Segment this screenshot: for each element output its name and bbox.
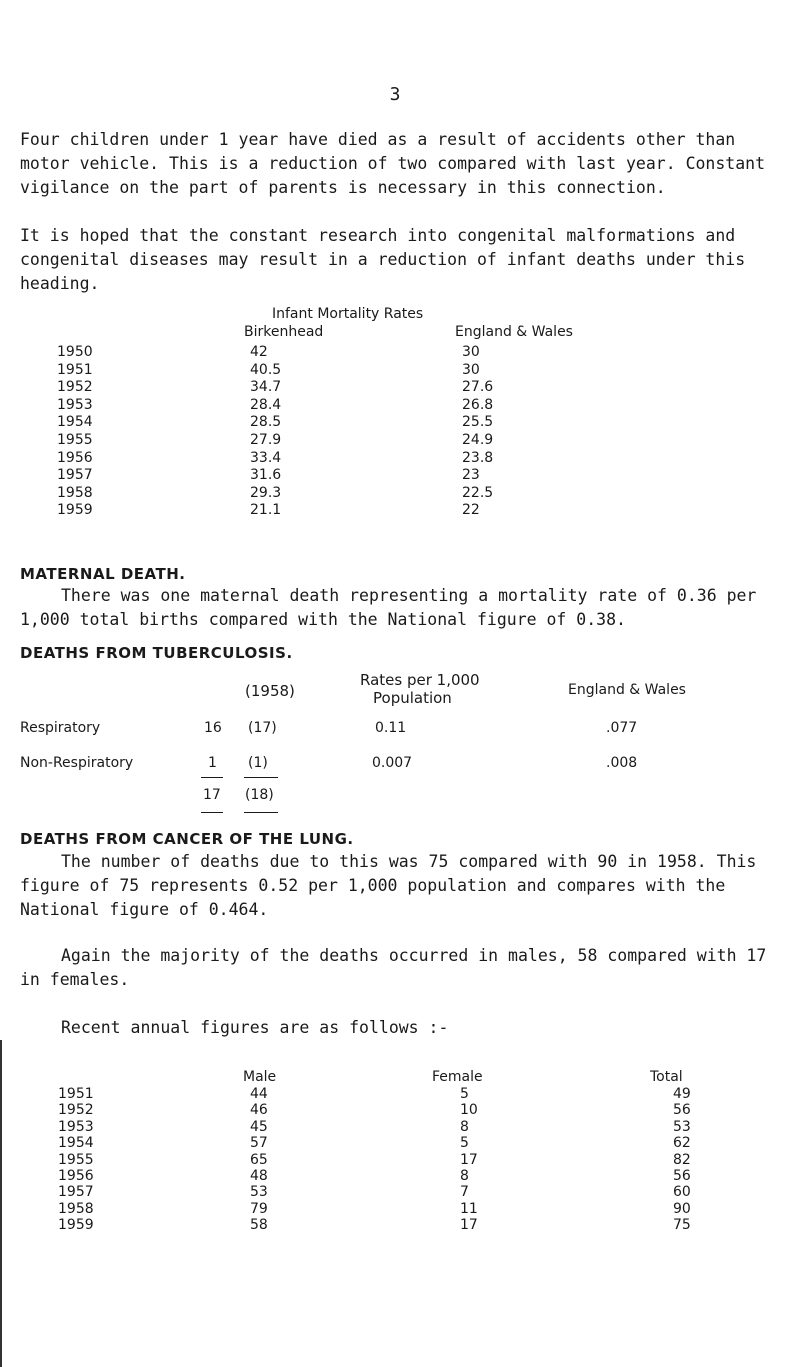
tb-row-count: 1 bbox=[208, 755, 217, 771]
tb-col-england: England & Wales bbox=[568, 682, 686, 698]
maternal-heading: MATERNAL DEATH. bbox=[20, 565, 186, 583]
cancer-row-male: 79 bbox=[250, 1200, 268, 1217]
cancer-row-year: 1956 bbox=[58, 1168, 94, 1184]
cancer-row-year: 1952 bbox=[58, 1102, 94, 1119]
tb-row-label: Respiratory bbox=[20, 720, 101, 736]
infant-row-england: 27.6 bbox=[462, 379, 494, 396]
cancer-recent-paragraph: Recent annual figures are as follows :- bbox=[61, 1018, 449, 1037]
infant-row-england: 22 bbox=[462, 502, 480, 519]
infant-row-birkenhead: 27.9 bbox=[250, 432, 282, 448]
cancer-row-year: 1955 bbox=[58, 1151, 94, 1168]
tb-row-label: Non-Respiratory bbox=[20, 755, 134, 771]
cancer-majority-paragraph: Again the majority of the deaths occurred in males, 58 compared with 17 in females. bbox=[20, 946, 767, 989]
cancer-row-male: 44 bbox=[250, 1086, 268, 1102]
cancer-row-male: 58 bbox=[250, 1217, 268, 1234]
cancer-row-total: 56 bbox=[673, 1102, 691, 1119]
cancer-row-total: 82 bbox=[673, 1151, 691, 1168]
cancer-row-year: 1958 bbox=[58, 1200, 94, 1217]
infant-row-year: 1953 bbox=[57, 396, 93, 413]
infant-row-birkenhead: 42 bbox=[250, 344, 268, 360]
infant-row-year: 1955 bbox=[57, 432, 93, 448]
infant-row-year: 1956 bbox=[57, 449, 93, 466]
cancer-row-female: 17 bbox=[460, 1217, 478, 1234]
tb-row-count: 16 bbox=[204, 720, 222, 736]
infant-row-birkenhead: 28.4 bbox=[250, 396, 282, 413]
infant-row-year: 1957 bbox=[57, 467, 93, 484]
tb-total-prev: (18) bbox=[245, 787, 274, 803]
cancer-row-male: 48 bbox=[250, 1168, 268, 1184]
cancer-row-female: 8 bbox=[460, 1168, 469, 1184]
tb-col-rates-line1: Rates per 1,000 bbox=[360, 671, 480, 689]
maternal-paragraph: There was one maternal death representing a mortality rate of 0.36 per 1,000 total births compared with the National figure of 0.38. bbox=[20, 586, 757, 629]
infant-row-england: 30 bbox=[462, 361, 480, 378]
cancer-row-female: 8 bbox=[460, 1118, 469, 1135]
tb-total-count: 17 bbox=[203, 787, 221, 803]
cancer-row-female: 5 bbox=[460, 1086, 469, 1102]
col-male: Male bbox=[243, 1069, 277, 1085]
cancer-row-year: 1957 bbox=[58, 1184, 94, 1201]
tb-col-1958: (1958) bbox=[245, 682, 295, 700]
infant-row-year: 1950 bbox=[57, 344, 93, 360]
cancer-row-total: 49 bbox=[673, 1086, 691, 1102]
tb-total-rule bbox=[201, 812, 223, 813]
cancer-row-male: 45 bbox=[250, 1118, 268, 1135]
accidents-paragraph: Four children under 1 year have died as a result of accidents other than motor vehicle. This is a reduction of two compared with last year. Constant vigilance on the part of parents is necessary in this connection. bbox=[20, 130, 766, 197]
tb-row-rate: 0.007 bbox=[372, 755, 413, 771]
col-total: Total bbox=[650, 1069, 683, 1085]
infant-row-england: 26.8 bbox=[462, 396, 494, 413]
cancer-row-total: 62 bbox=[673, 1135, 691, 1152]
col-england-wales: England & Wales bbox=[455, 324, 573, 340]
tb-row-prev: (1) bbox=[248, 755, 268, 771]
cancer-row-year: 1951 bbox=[58, 1086, 94, 1102]
infant-row-birkenhead: 29.3 bbox=[250, 484, 282, 501]
infant-row-england: 23 bbox=[462, 467, 480, 484]
cancer-row-female: 7 bbox=[460, 1184, 469, 1201]
infant-row-birkenhead: 21.1 bbox=[250, 502, 282, 519]
infant-row-year: 1954 bbox=[57, 414, 93, 431]
infant-row-england: 22.5 bbox=[462, 484, 494, 501]
cancer-row-female: 17 bbox=[460, 1151, 478, 1168]
infant-row-england: 25.5 bbox=[462, 414, 494, 431]
infant-row-year: 1959 bbox=[57, 502, 93, 519]
cancer-row-female: 11 bbox=[460, 1200, 478, 1217]
col-birkenhead: Birkenhead bbox=[244, 324, 324, 340]
tb-total-rule bbox=[244, 812, 278, 813]
infant-row-england: 30 bbox=[462, 344, 480, 360]
cancer-row-year: 1953 bbox=[58, 1118, 94, 1135]
page-number: 3 bbox=[389, 84, 401, 105]
cancer-row-male: 53 bbox=[250, 1184, 268, 1201]
tb-total-rule bbox=[244, 777, 278, 778]
infant-row-birkenhead: 33.4 bbox=[250, 449, 282, 466]
cancer-row-male: 65 bbox=[250, 1151, 268, 1168]
infant-row-birkenhead: 34.7 bbox=[250, 379, 282, 396]
tb-row-prev: (17) bbox=[248, 720, 277, 736]
cancer-row-total: 56 bbox=[673, 1168, 691, 1184]
cancer-row-total: 53 bbox=[673, 1118, 691, 1135]
scan-edge bbox=[0, 1040, 2, 1367]
infant-table-title: Infant Mortality Rates bbox=[272, 306, 424, 322]
congenital-paragraph: It is hoped that the constant research into congenital malformations and congenital diseases may result in a reduction of infant deaths under this heading. bbox=[20, 226, 746, 293]
infant-row-birkenhead: 28.5 bbox=[250, 414, 282, 431]
cancer-row-total: 75 bbox=[673, 1217, 691, 1234]
cancer-heading: DEATHS FROM CANCER OF THE LUNG. bbox=[20, 830, 354, 848]
tb-row-england: .077 bbox=[606, 720, 638, 736]
cancer-row-male: 46 bbox=[250, 1102, 268, 1119]
cancer-row-total: 90 bbox=[673, 1200, 691, 1217]
cancer-row-year: 1954 bbox=[58, 1135, 94, 1152]
infant-row-england: 24.9 bbox=[462, 432, 494, 448]
col-female: Female bbox=[432, 1069, 483, 1085]
tb-total-rule bbox=[201, 777, 223, 778]
tb-heading: DEATHS FROM TUBERCULOSIS. bbox=[20, 644, 293, 662]
tb-col-rates-line2: Population bbox=[373, 689, 452, 707]
tb-row-rate: 0.11 bbox=[375, 720, 407, 736]
cancer-row-male: 57 bbox=[250, 1135, 268, 1152]
cancer-row-year: 1959 bbox=[58, 1217, 94, 1234]
cancer-row-female: 5 bbox=[460, 1135, 469, 1152]
infant-row-year: 1951 bbox=[57, 361, 93, 378]
cancer-row-total: 60 bbox=[673, 1184, 691, 1201]
infant-row-england: 23.8 bbox=[462, 449, 494, 466]
cancer-paragraph: The number of deaths due to this was 75 compared with 90 in 1958. This figure of 75 represents 0.52 per 1,000 population and compares with the National figure of 0.464. bbox=[20, 852, 757, 919]
infant-row-birkenhead: 31.6 bbox=[250, 467, 282, 484]
cancer-row-female: 10 bbox=[460, 1102, 478, 1119]
infant-row-year: 1958 bbox=[57, 484, 93, 501]
tb-row-england: .008 bbox=[606, 755, 638, 771]
infant-row-year: 1952 bbox=[57, 379, 93, 396]
infant-row-birkenhead: 40.5 bbox=[250, 361, 282, 378]
